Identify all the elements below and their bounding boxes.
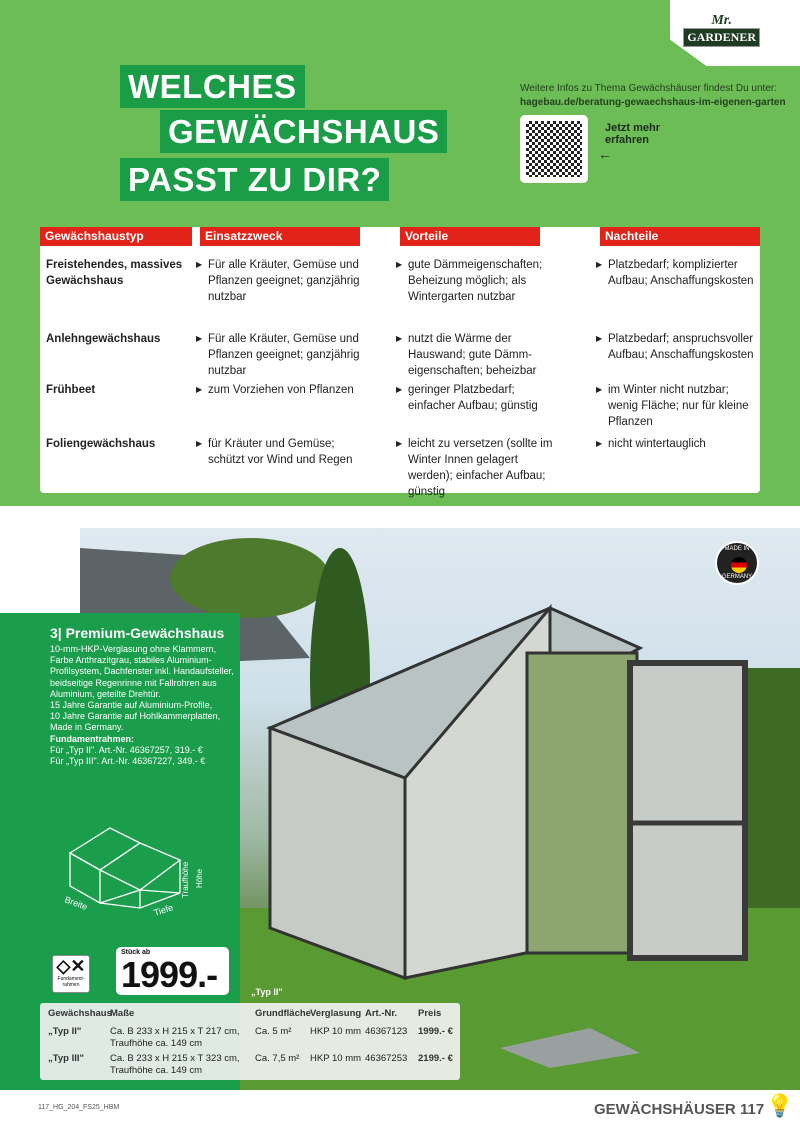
header-pros: Vorteile	[400, 227, 540, 246]
origin-text: Made in Germany.	[50, 722, 124, 733]
frame-option: Für „Typ III". Art.-Nr. 46367227, 349.- €	[50, 756, 206, 767]
spec-cell-glass: HKP 10 mm	[310, 1026, 362, 1037]
price-value: 1999.-	[121, 954, 218, 995]
dim-height: Höhe	[195, 868, 204, 888]
page-number: 117	[740, 1101, 765, 1118]
guarantee-text: 15 Jahre Garantie auf Aluminium-Profile,	[50, 700, 213, 711]
comparison-cell-type: Frühbeet	[46, 384, 96, 396]
comparison-cell-type: Freistehendes, massives Gewächshaus	[46, 259, 183, 287]
comparison-table	[40, 227, 760, 498]
frame-option: Für „Typ II". Art.-Nr. 46367257, 319.- €	[50, 744, 203, 755]
logo-text: Mr.	[711, 13, 732, 28]
guarantee-text: 10 Jahre Garantie auf Hohlkammerplatten,	[50, 711, 221, 722]
product-description	[50, 644, 235, 767]
header-use: Einsatzzweck	[200, 227, 360, 246]
spec-cell-dims2: Traufhöhe ca. 149 cm	[110, 1038, 203, 1049]
mr-gardener-logo	[683, 14, 760, 47]
title-line-2: GEWÄCHSHAUS	[160, 110, 447, 153]
comparison-cell-use: ▶ für Kräuter und Gemüse; schützt vor Wind und Regen	[196, 436, 361, 468]
comparison-cell-pros: ▶ gute Dämmeigenschaften; Beheizung möglich; als Wintergarten nutzbar	[396, 257, 556, 305]
comparison-cell-cons: ▶ Platzbedarf; anspruchsvoller Aufbau; Anschaffungskosten	[596, 331, 761, 363]
spec-header: Maße	[110, 1008, 135, 1019]
spec-cell-dims1: Ca. B 233 x H 215 x T 323 cm,	[110, 1053, 240, 1064]
comparison-cell-use: ▶ Für alle Kräuter, Gemüse und Pflanzen geeignet; ganzjährig nutzbar	[196, 257, 361, 305]
spec-cell-price: 2199.- €	[418, 1053, 453, 1064]
spec-cell-dims1: Ca. B 233 x H 215 x T 217 cm,	[110, 1026, 240, 1037]
comparison-cell-cons: ▶ Platzbedarf; komplizierter Aufbau; Anschaffungskosten	[596, 257, 761, 289]
spec-cell-dims2: Traufhöhe ca. 149 cm	[110, 1065, 203, 1076]
description-text: 10-mm-HKP-Verglasung ohne Klammern, Farbe Anthrazitgrau, stabiles Aluminium-Profilsystem, Dachfenster inkl. Handaufsteller, beidseitige Regenrinne mit Fallrohren aus Aluminium, geteilte Drehtür.	[50, 644, 234, 699]
spec-table	[40, 1003, 460, 1080]
made-in-germany-badge	[715, 541, 759, 585]
comparison-cell-pros: ▶ leicht zu versetzen (sollte im Winter Innen gelagert werden); einfacher Aufbau; günstig	[396, 436, 556, 500]
lightbulb-icon: 💡	[766, 1093, 794, 1118]
hero-section	[0, 0, 800, 506]
spec-cell-art: 46367123	[365, 1026, 408, 1037]
spec-cell-art: 46367253	[365, 1053, 408, 1064]
footer-section: GEWÄCHSHÄUSER	[594, 1101, 736, 1118]
comparison-cell-cons: ▶ nicht wintertauglich	[596, 436, 761, 452]
dim-width: Breite	[63, 894, 89, 912]
spec-cell-area: Ca. 5 m²	[255, 1026, 292, 1037]
logo-text: GARDENER	[683, 28, 760, 47]
badge-text: GERMANY	[721, 574, 753, 580]
spec-header: Verglasung	[310, 1008, 362, 1019]
qr-label: Jetzt mehr erfahren	[605, 122, 661, 146]
spec-header: Gewächshaus	[48, 1008, 112, 1019]
comparison-cell-pros: ▶ geringer Platzbedarf; einfacher Aufbau; günstig	[396, 382, 556, 414]
dim-eaves: Traufhöhe	[181, 861, 190, 898]
spec-cell-name: „Typ III"	[48, 1053, 84, 1064]
spec-cell-glass: HKP 10 mm	[310, 1053, 362, 1064]
title-line-3: PASST ZU DIR?	[120, 158, 389, 201]
germany-flag-icon	[731, 557, 747, 573]
spec-cell-price: 1999.- €	[418, 1026, 453, 1037]
dim-depth: Tiefe	[152, 902, 175, 918]
footer-code: 117_HG_204_FS25_HBM	[38, 1104, 120, 1111]
spec-header: Art.-Nr.	[365, 1008, 398, 1019]
spec-header: Grundfläche	[255, 1008, 311, 1019]
frame-heading: Fundamentrahmen:	[50, 733, 135, 744]
title-line-1: WELCHES	[120, 65, 305, 108]
comparison-cell-type: Anlehngewächshaus	[46, 333, 161, 345]
comparison-cell-use: ▶ zum Vorziehen von Pflanzen	[196, 382, 361, 398]
info-link[interactable]: hagebau.de/beratung-gewaechshaus-im-eigenen-garten	[520, 97, 786, 108]
fund-label: Fundament-rahmen	[57, 976, 85, 988]
comparison-cell-type: Foliengewächshaus	[46, 438, 156, 450]
header-type: Gewächshaustyp	[40, 227, 192, 246]
spec-cell-name: „Typ II"	[48, 1026, 82, 1037]
comparison-cell-cons: ▶ im Winter nicht nutzbar; wenig Fläche; nur für kleine Pflanzen	[596, 382, 761, 430]
arrow-icon: ←	[598, 146, 612, 162]
header-cons: Nachteile	[600, 227, 760, 246]
info-label: Weitere Infos zu Thema Gewächshäuser findest Du unter:	[520, 83, 777, 94]
spec-header: Preis	[418, 1008, 442, 1019]
price-prefix: Stück ab	[121, 949, 151, 956]
spec-cell-area: Ca. 7,5 m²	[255, 1053, 300, 1064]
price-tag	[116, 947, 229, 995]
greenhouse-dimension-drawing	[60, 798, 210, 923]
qr-code[interactable]	[520, 115, 588, 183]
badge-text: MADE IN	[724, 546, 750, 552]
product-title: 3| Premium-Gewächshaus	[50, 625, 225, 641]
foundation-frame-icon: ◇✕ Fundament-rahmen	[52, 955, 90, 993]
comparison-cell-pros: ▶ nutzt die Wärme der Hauswand; gute Dämm-eigenschaften; beheizbar	[396, 331, 556, 379]
info-text	[520, 83, 786, 108]
photo-label: „Typ II"	[251, 987, 283, 997]
comparison-cell-use: ▶ Für alle Kräuter, Gemüse und Pflanzen geeignet; ganzjährig nutzbar	[196, 331, 361, 379]
